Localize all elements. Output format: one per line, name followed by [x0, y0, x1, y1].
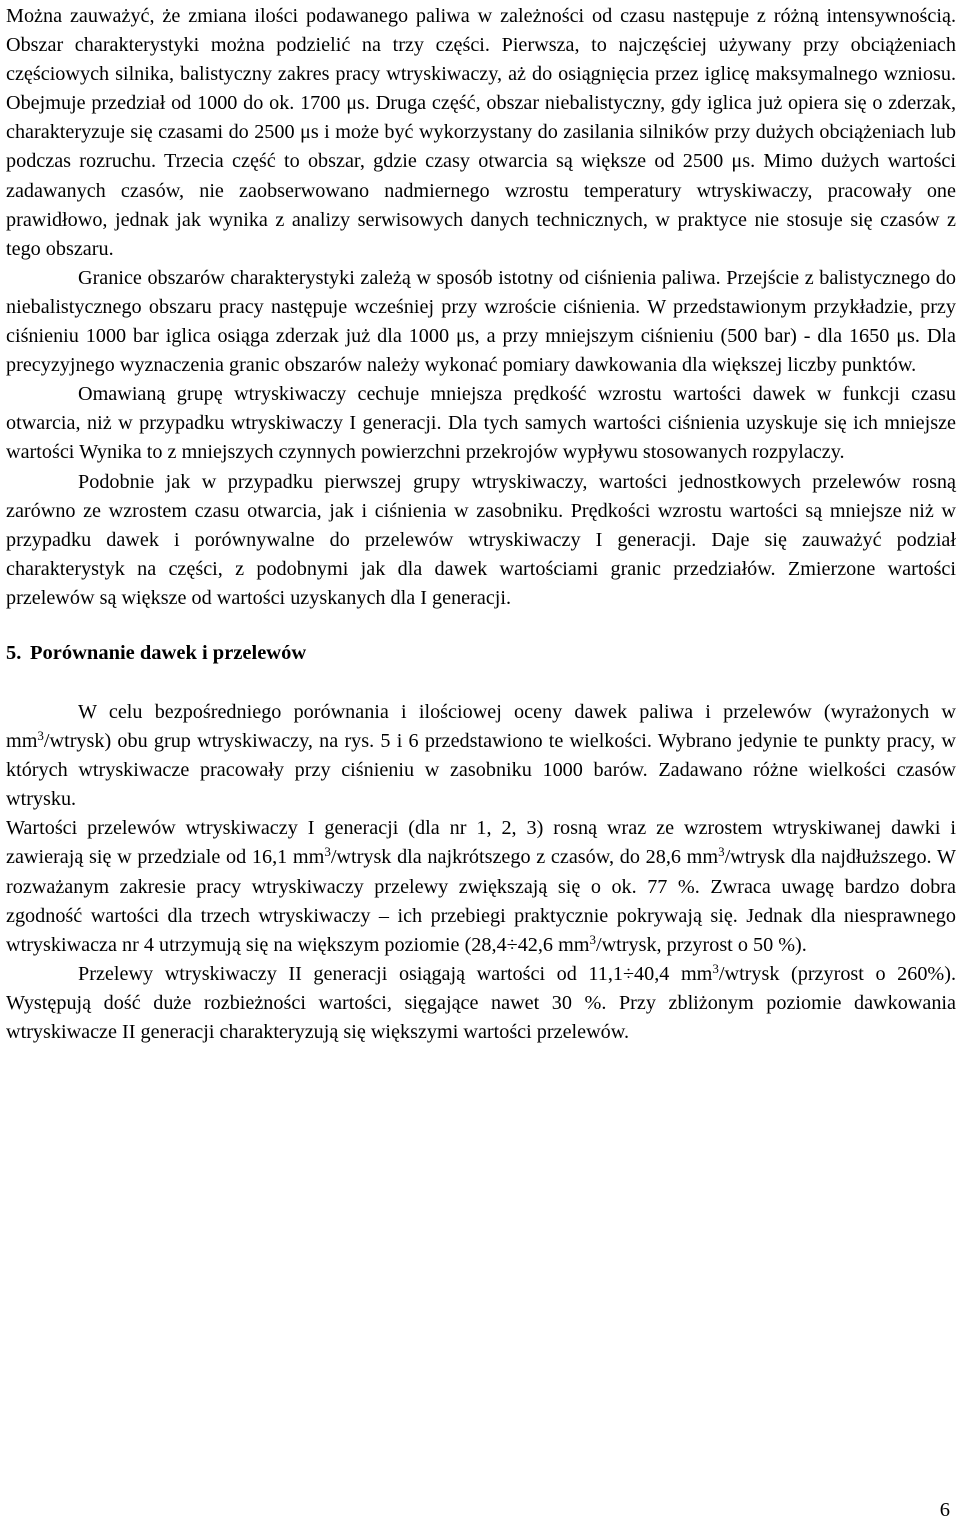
document-page	[6, 2, 956, 1047]
section-number: 5.	[6, 641, 22, 664]
paragraph-dose-growth: Omawianą grupę wtryskiwaczy cechuje mniejsza prędkość wzrostu wartości dawek w funkcji czasu otwarcia, niż w przypadku wtryskiwaczy I generacji. Dla tych samych wartości ciśnienia uzyskuje się ich mniejsze wartości Wynika to z mniejszych czynnych powierzchni przekrojów wypływu stosowanych rozpylaczy.	[6, 383, 956, 464]
paragraph-overflow-values: Podobnie jak w przypadku pierwszej grupy wtryskiwaczy, wartości jednostkowych przelewów rosną zarówno ze wzrostem czasu otwarcia, jak i ciśnienia w zasobniku. Prędkości wzrostu wartości są mniejsze niż w przypadku dawek i porównywalne do przelewów wtryskiwaczy I generacji. Daje się zauważyć podział charakterystyk na części, z podobnymi jak dla dawek wartościami granic przedziałów. Zmierzone wartości przelewów są większe od wartości uzyskanych dla I generacji.	[6, 470, 956, 609]
paragraph-characteristic-regions: Można zauważyć, że zmiana ilości podawanego paliwa w zależności od czasu następuje z różną intensywnością. Obszar charakterystyki można podzielić na trzy części. Pierwsza, to najczęściej używany przy obciążeniach częściowych silnika, balistyczny zakres pracy wtryskiwaczy, aż do osiągnięcia przez iglicę maksymalnego wzniosu. Obejmuje przedział od 1000 do ok. 1700 μs. Druga część, obszar niebalistyczny, gdy iglica już opiera się o zderzak, charakteryzuje się czasami do 2500 μs i może być wykorzystany do zasilania silników przy dużych obciążeniach lub podczas rozruchu. Trzecia część to obszar, gdzie czasy otwarcia są większe od 2500 μs. Mimo dużych wartości zadawanych czasów, nie zaobserwowano nadmiernego wzrostu temperatury wtryskiwaczy, pracowały one prawidłowo, jednak jak wynika z analizy serwisowych danych technicznych, w praktyce nie stosuje się czasów z tego obszaru.	[6, 5, 956, 260]
section-heading	[6, 639, 956, 668]
paragraph-comparison-intro: W celu bezpośredniego porównania i ilościowej oceny dawek paliwa i przelewów (wyrażonych w $mm^3/wtrysk$) obu grup wtryskiwaczy, na rys. 5 i 6 przedstawiono te wielkości. Wybrano jedynie te punkty pracy, w których wtryskiwacze pracowały przy ciśnieniu w zasobniku 1000 barów. Zadawano różne wielkości czasów wtrysku.	[6, 700, 956, 811]
paragraph-gen1-overflows: Wartości przelewów wtryskiwaczy I generacji (dla nr 1, 2, 3) rosną wraz ze wzrostem wtryskiwanej dawki i zawierają się w przedziale od 16,1 $mm^3$/wtrysk dla najkrótszego z czasów, do 28,6 $mm^3$/wtrysk dla najdłuższego. W rozważanym zakresie pracy wtryskiwaczy przelewy zwiększają się o ok. 77 %. Zwraca uwagę bardzo dobra zgodność wartości dla trzech wtryskiwaczy – ich przebiegi praktycznie pokrywają się. Jednak dla niesprawnego wtryskiwacza nr 4 utrzymują się na większym poziomie (28,4÷42,6 $mm^3$/wtrysk, przyrost o 50 %).	[6, 817, 956, 956]
section-title: Porównanie dawek i przelewów	[30, 641, 307, 664]
page-number: 6	[939, 1499, 950, 1521]
paragraph-region-boundaries: Granice obszarów charakterystyki zależą w sposób istotny od ciśnienia paliwa. Przejście z balistycznego do niebalistycznego obszaru pracy następuje wcześniej przy wzroście ciśnienia. W przedstawionym przykładzie, przy ciśnieniu 1000 bar iglica osiąga zderzak już dla 1000 μs, a przy mniejszym ciśnieniu (500 bar) - dla 1650 μs. Dla precyzyjnego wyznaczenia granic obszarów należy wykonać pomiary dawkowania dla większej liczby punktów.	[6, 266, 956, 377]
paragraph-gen2-overflows: Przelewy wtryskiwaczy II generacji osiągają wartości od 11,1÷40,4 $mm^3$/wtrysk (przyrost o 260%). Występują dość duże rozbieżności wartości, sięgające nawet 30 %. Przy zbliżonym poziomie dawkowania wtryskiwacze II generacji charakteryzują się większymi wartości przelewów.	[6, 960, 957, 1043]
